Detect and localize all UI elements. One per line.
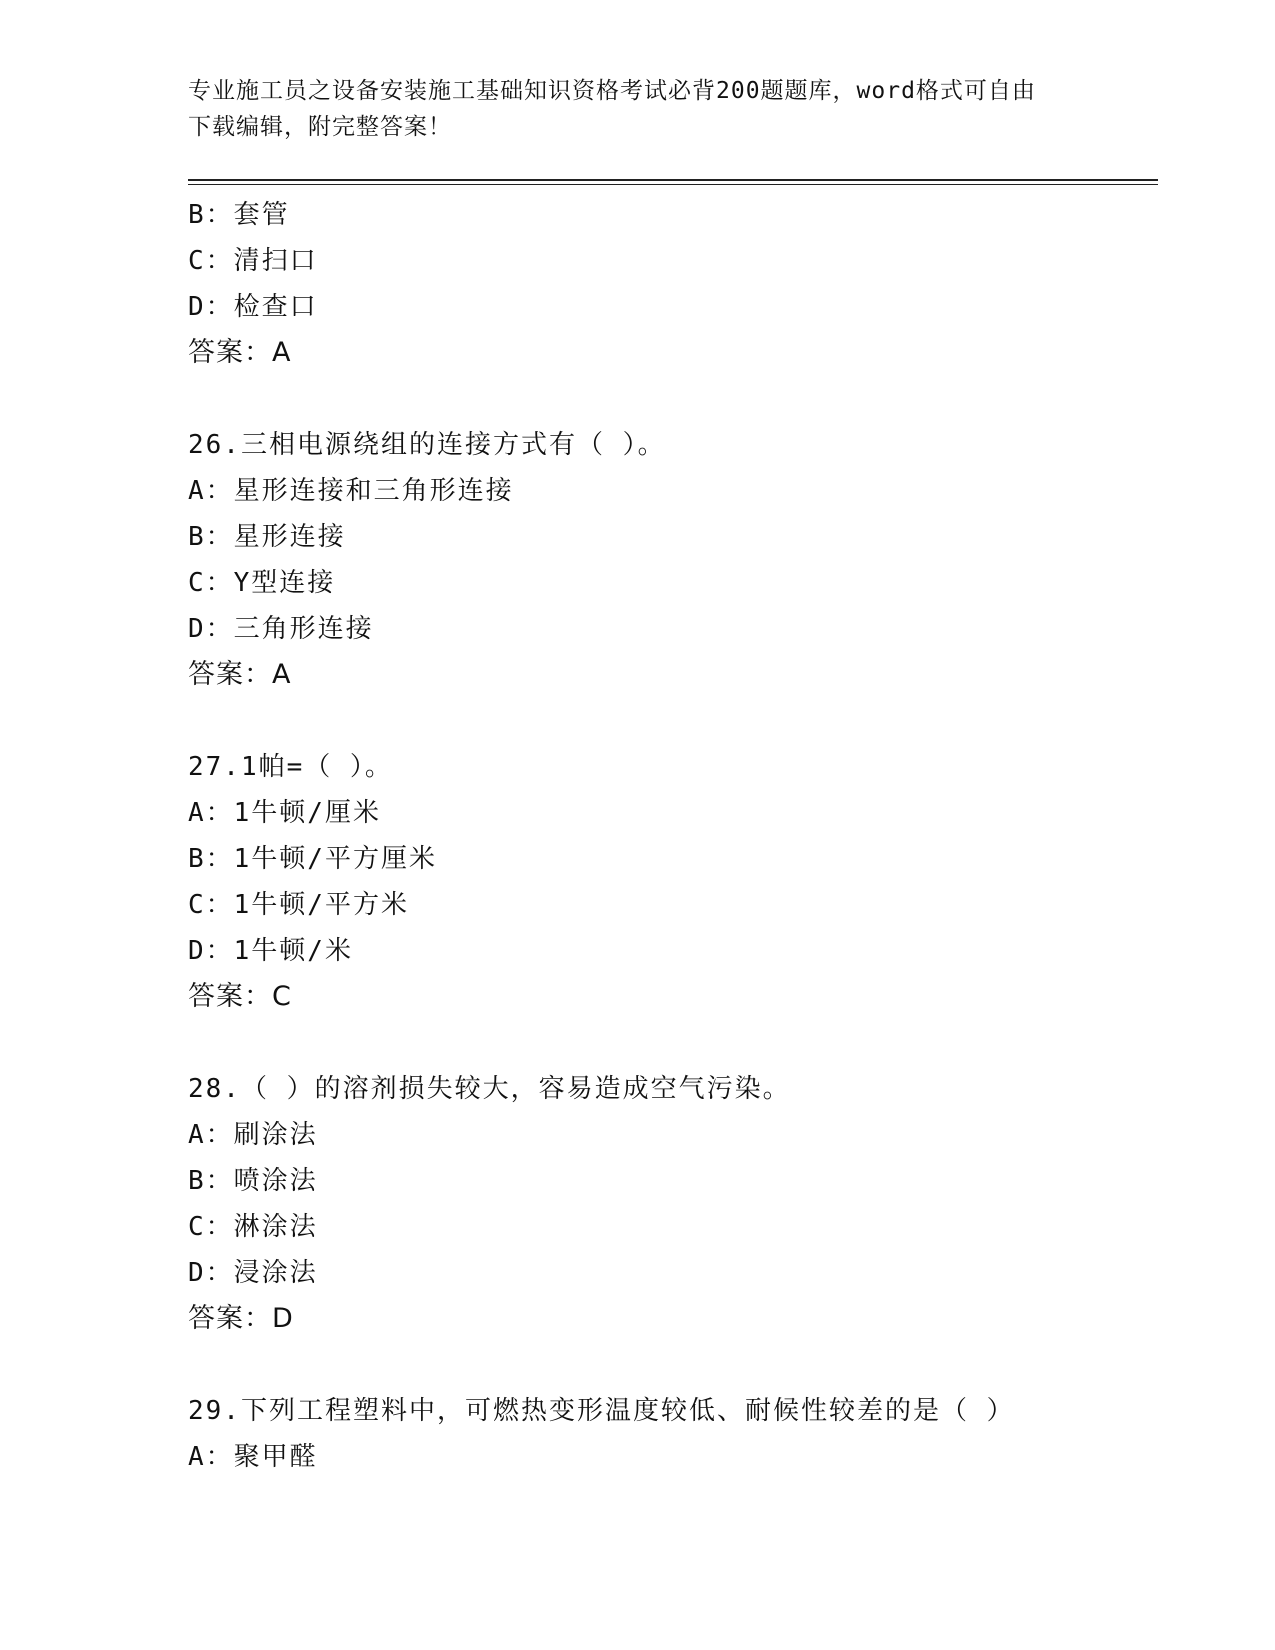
answer-option: D：浸涂法 (188, 1258, 318, 1288)
block-spacer (188, 698, 1158, 744)
answer-option: A：1牛顿/厘米 (188, 798, 381, 828)
answer-key: 答案：A (188, 337, 292, 368)
document-header (188, 73, 1068, 145)
question-text: 29.下列工程塑料中，可燃热变形温度较低、耐候性较差的是（ ） (188, 1396, 1015, 1426)
block-spacer (188, 1020, 1158, 1066)
header-title-line-1: 专业施工员之设备安装施工基础知识资格考试必背200题题库，word格式可自由 (188, 78, 1036, 104)
answer-option: A：聚甲醛 (188, 1442, 318, 1472)
answer-option: B：套管 (188, 200, 290, 230)
question-block (188, 192, 1158, 376)
answer-option: C：1牛顿/平方米 (188, 890, 409, 920)
header-divider-thick (188, 179, 1158, 181)
answer-option: C：清扫口 (188, 246, 318, 276)
header-title-line-2: 下载编辑，附完整答案！ (188, 114, 452, 140)
answer-key: 答案：C (188, 981, 292, 1012)
answer-option: B：1牛顿/平方厘米 (188, 844, 437, 874)
answer-option: A：星形连接和三角形连接 (188, 476, 514, 506)
answer-option: D：三角形连接 (188, 614, 374, 644)
question-block (188, 1342, 1158, 1480)
answer-option: D：1牛顿/米 (188, 936, 353, 966)
answer-option: A：刷涂法 (188, 1120, 318, 1150)
answer-option: C：淋涂法 (188, 1212, 318, 1242)
question-text: 27.1帕=（ ）。 (188, 752, 393, 782)
block-spacer (188, 376, 1158, 422)
question-block (188, 376, 1158, 698)
question-text: 26.三相电源绕组的连接方式有（ ）。 (188, 430, 666, 460)
answer-option: C：Y型连接 (188, 568, 336, 598)
question-list (188, 192, 1158, 1480)
answer-key: 答案：D (188, 1303, 294, 1334)
block-spacer (188, 1342, 1158, 1388)
question-block (188, 1020, 1158, 1342)
answer-key: 答案：A (188, 659, 292, 690)
answer-option: D：检查口 (188, 292, 318, 322)
question-block (188, 698, 1158, 1020)
header-divider-thin (188, 184, 1158, 185)
question-text: 28.（ ）的溶剂损失较大，容易造成空气污染。 (188, 1074, 791, 1104)
answer-option: B：喷涂法 (188, 1166, 318, 1196)
answer-option: B：星形连接 (188, 522, 346, 552)
